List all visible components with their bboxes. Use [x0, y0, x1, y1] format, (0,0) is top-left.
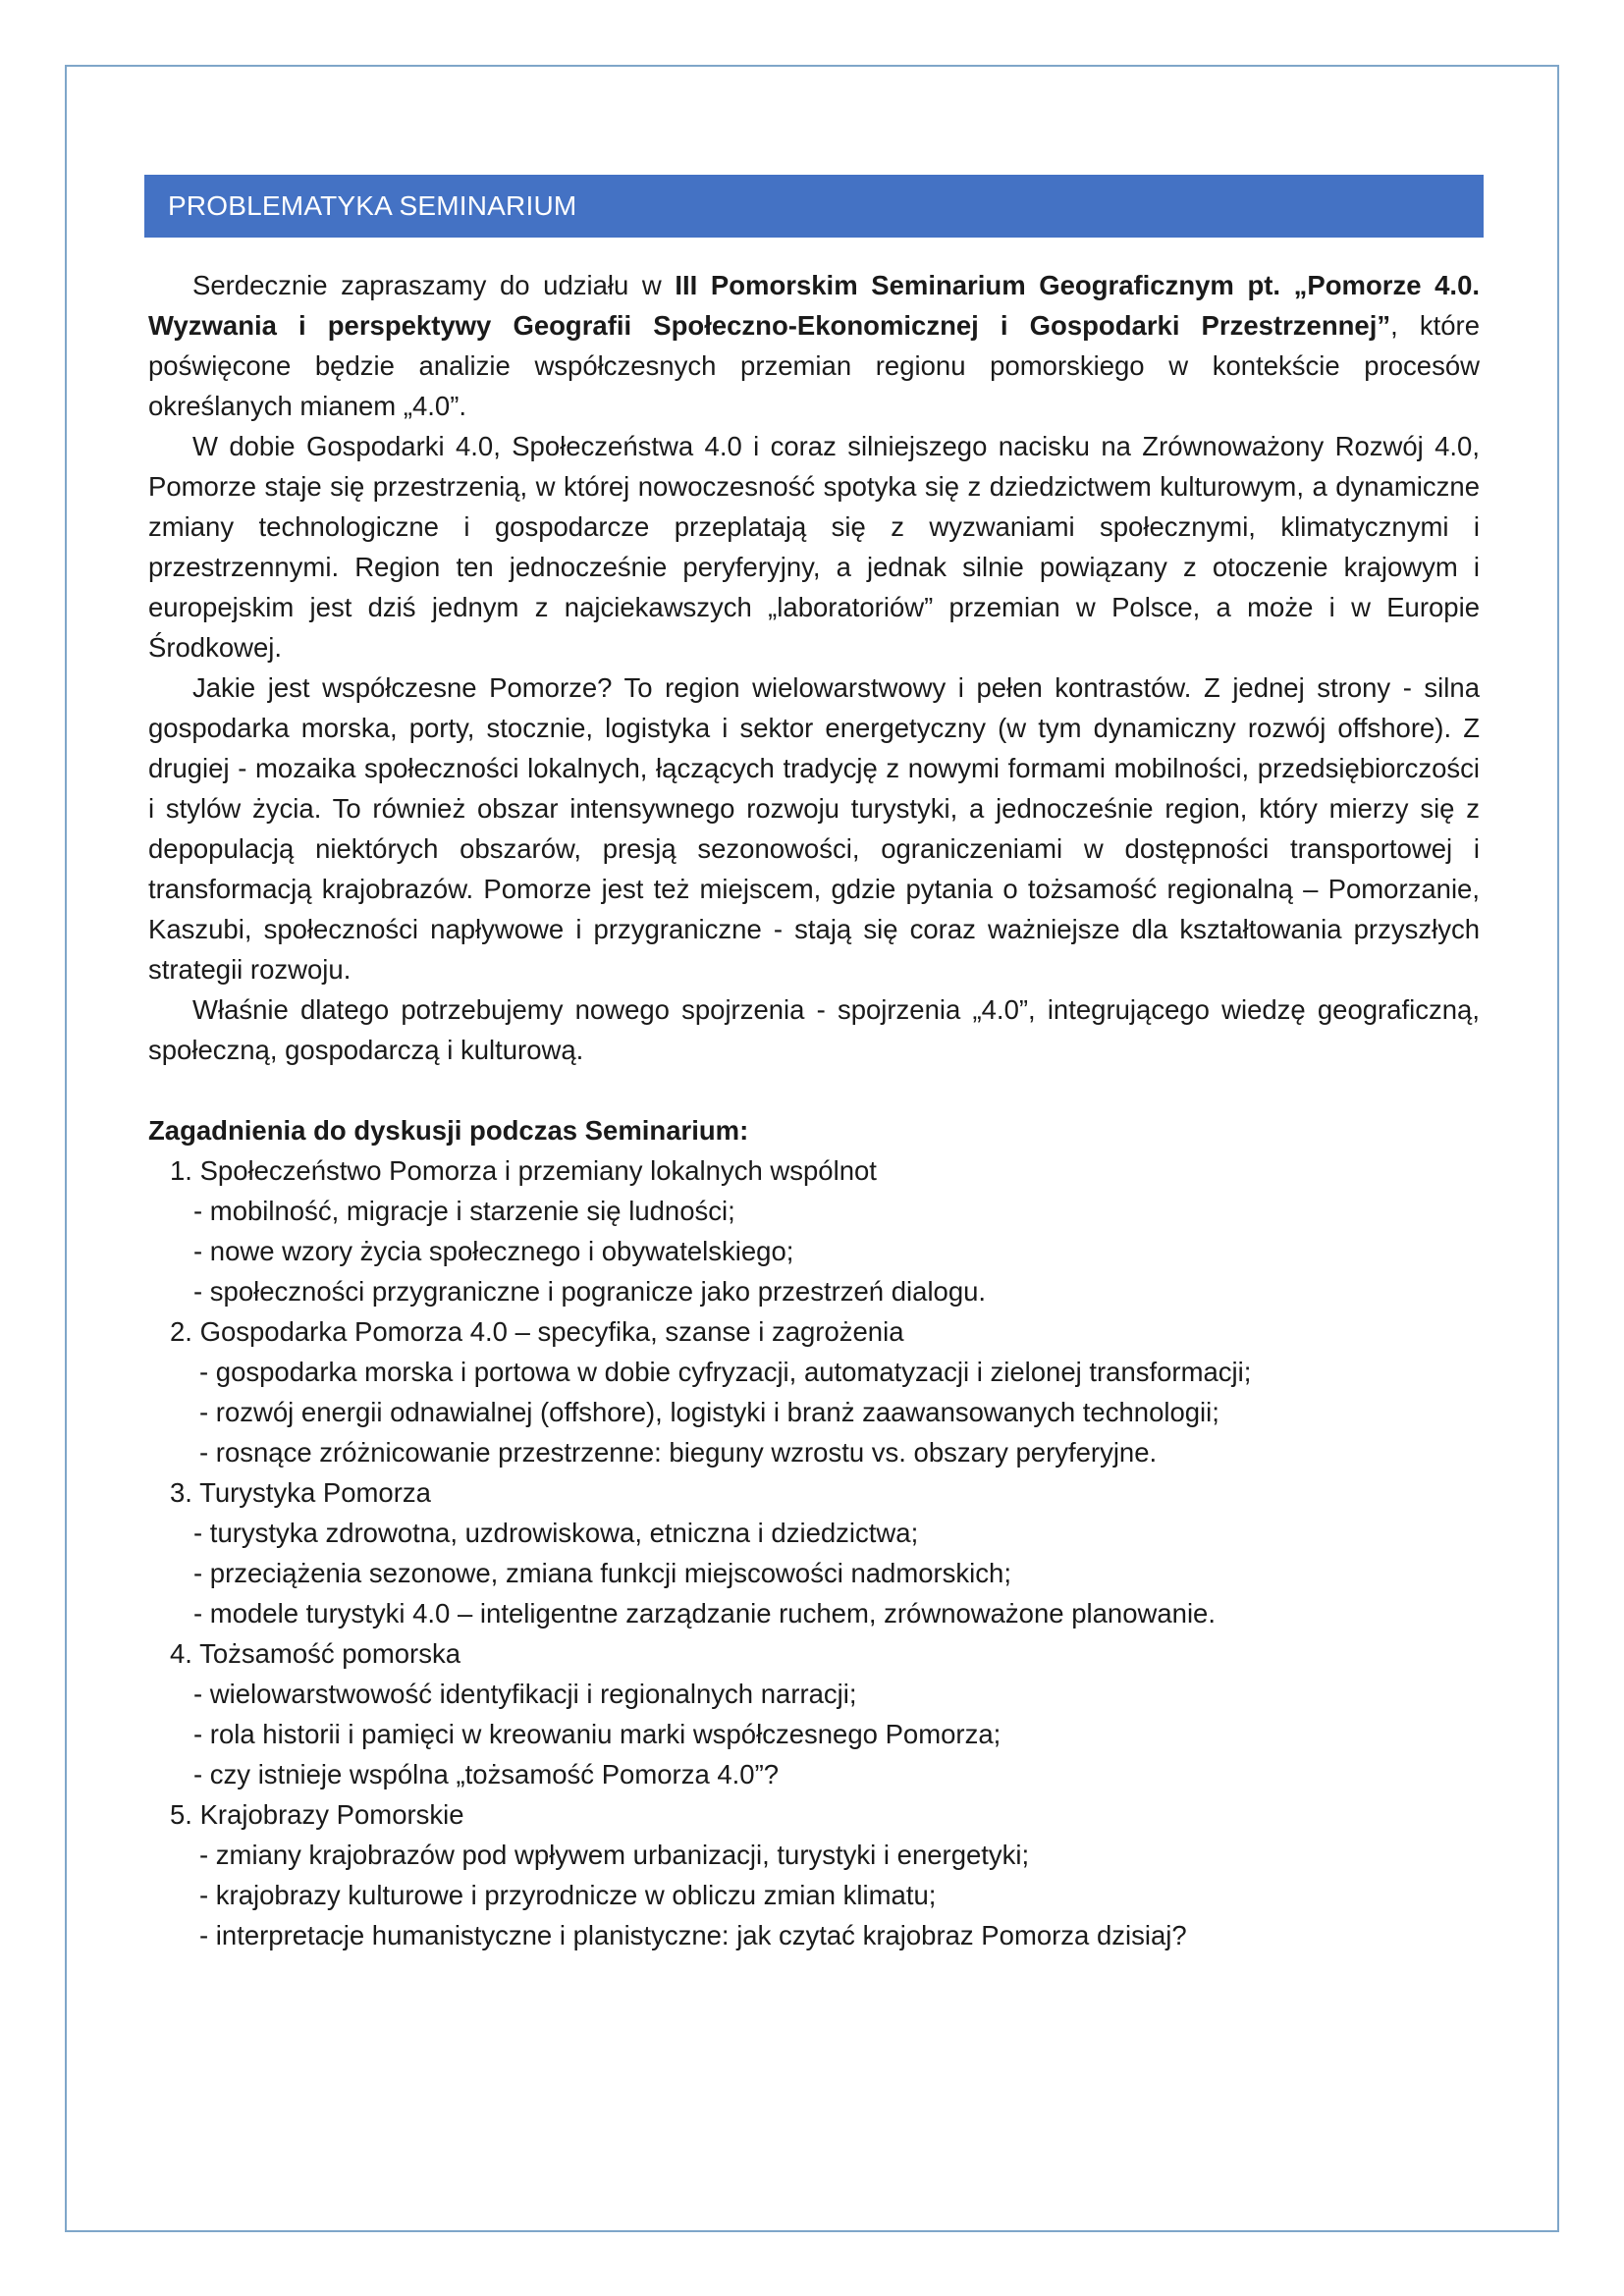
topic-1-title: 1. Społeczeństwo Pomorza i przemiany lokalnych wspólnot — [170, 1155, 877, 1186]
section-header: PROBLEMATYKA SEMINARIUM — [144, 175, 1484, 238]
topic-5-title: 5. Krajobrazy Pomorskie — [170, 1799, 464, 1830]
intro-paragraph-1 — [148, 265, 1480, 426]
intro-paragraph-3: Jakie jest współczesne Pomorze? To region wielowarstwowy i pełen kontrastów. Z jednej strony - silna gospodarka morska, porty, stocznie, logistyka i sektor energetyczny (w tym dynamiczny rozwój offshore). Z drugiej - mozaika społeczności lokalnych, łączących tradycję z nowymi formami mobilności, przedsiębiorczości i stylów życia. To również obszar intensywnego rozwoju turystyki, a jednocześnie region, który mierzy się z depopulacją niektórych obszarów, presją sezonowości, ograniczeniami w dostępności transportowej i transformacją krajobrazów. Pomorze jest też miejscem, gdzie pytania o tożsamość regionalną – Pomorzanie, Kaszubi, społeczności napływowe i przygraniczne - stają się coraz ważniejsze dla kształtowania przyszłych strategii rozwoju. — [148, 672, 1480, 985]
topic-5-point-1: - zmiany krajobrazów pod wpływem urbanizacji, turystyki i energetyki; — [199, 1840, 1030, 1870]
topic-3-title: 3. Turystyka Pomorza — [170, 1477, 431, 1508]
topic-4-point-3: - czy istnieje wspólna „tożsamość Pomorza 4.0”? — [193, 1759, 780, 1789]
topic-5-point-3: - interpretacje humanistyczne i planistyczne: jak czytać krajobraz Pomorza dzisiaj? — [199, 1920, 1187, 1950]
intro-paragraph-4: Właśnie dlatego potrzebujemy nowego spojrzenia - spojrzenia „4.0”, integrującego wiedzę geograficzną, społeczną, gospodarczą i kulturową. — [148, 994, 1480, 1065]
document-body — [148, 265, 1480, 1955]
topic-2-point-2: - rozwój energii odnawialnej (offshore), logistyki i branż zaawansowanych technologii; — [199, 1397, 1219, 1427]
topic-3-point-3: - modele turystyki 4.0 – inteligentne zarządzanie ruchem, zrównoważone planowanie. — [193, 1598, 1216, 1629]
topic-3-point-2: - przeciążenia sezonowe, zmiana funkcji miejscowości nadmorskich; — [193, 1558, 1011, 1588]
topic-2-title: 2. Gospodarka Pomorza 4.0 – specyfika, szanse i zagrożenia — [170, 1316, 904, 1347]
topic-1-point-1: - mobilność, migracje i starzenie się ludności; — [193, 1196, 735, 1226]
topics-heading: Zagadnienia do dyskusji podczas Seminarium: — [148, 1115, 749, 1146]
topic-2-point-3: - rosnące zróżnicowanie przestrzenne: bieguny wzrostu vs. obszary peryferyjne. — [199, 1437, 1158, 1468]
seminar-title: III Pomorskim Seminarium Geograficznym pt. „Pomorze 4.0. Wyzwania i perspektywy Geografii Społeczno-Ekonomicznej i Gospodarki Przestrzennej” — [148, 270, 1481, 341]
intro-p1-end: , które poświęcone będzie analizie współczesnych przemian regionu pomorskiego w kontekście procesów określanych mianem „4.0”. — [148, 310, 1480, 421]
topic-2-point-1: - gospodarka morska i portowa w dobie cyfryzacji, automatyzacji i zielonej transformacji; — [199, 1357, 1252, 1387]
intro-p1-start: Serdecznie zapraszamy do udziału w — [192, 270, 676, 300]
topic-4-point-2: - rola historii i pamięci w kreowaniu marki współczesnego Pomorza; — [193, 1719, 1001, 1749]
topic-1-point-2: - nowe wzory życia społecznego i obywatelskiego; — [193, 1236, 794, 1266]
topic-4-point-1: - wielowarstwowość identyfikacji i regionalnych narracji; — [193, 1679, 857, 1709]
topic-5-point-2: - krajobrazy kulturowe i przyrodnicze w obliczu zmian klimatu; — [199, 1880, 937, 1910]
topic-3-point-1: - turystyka zdrowotna, uzdrowiskowa, etniczna i dziedzictwa; — [193, 1518, 919, 1548]
topic-1-point-3: - społeczności przygraniczne i pogranicze jako przestrzeń dialogu. — [193, 1276, 987, 1307]
topic-4-title: 4. Tożsamość pomorska — [170, 1638, 461, 1669]
intro-paragraph-2: W dobie Gospodarki 4.0, Społeczeństwa 4.0 i coraz silniejszego nacisku na Zrównoważony Rozwój 4.0, Pomorze staje się przestrzenią, w której nowoczesność spotyka się z dziedzictwem kulturowym, a dynamiczne zmiany technologiczne i gospodarcze przeplatają się z wyzwaniami społecznymi, klimatycznymi i przestrzennymi. Region ten jednocześnie peryferyjny, a jednak silnie powiązany z otoczenie krajowym i europejskim jest dziś jednym z najciekawszych „laboratoriów” przemian w Polsce, a może i w Europie Środkowej. — [148, 431, 1480, 663]
